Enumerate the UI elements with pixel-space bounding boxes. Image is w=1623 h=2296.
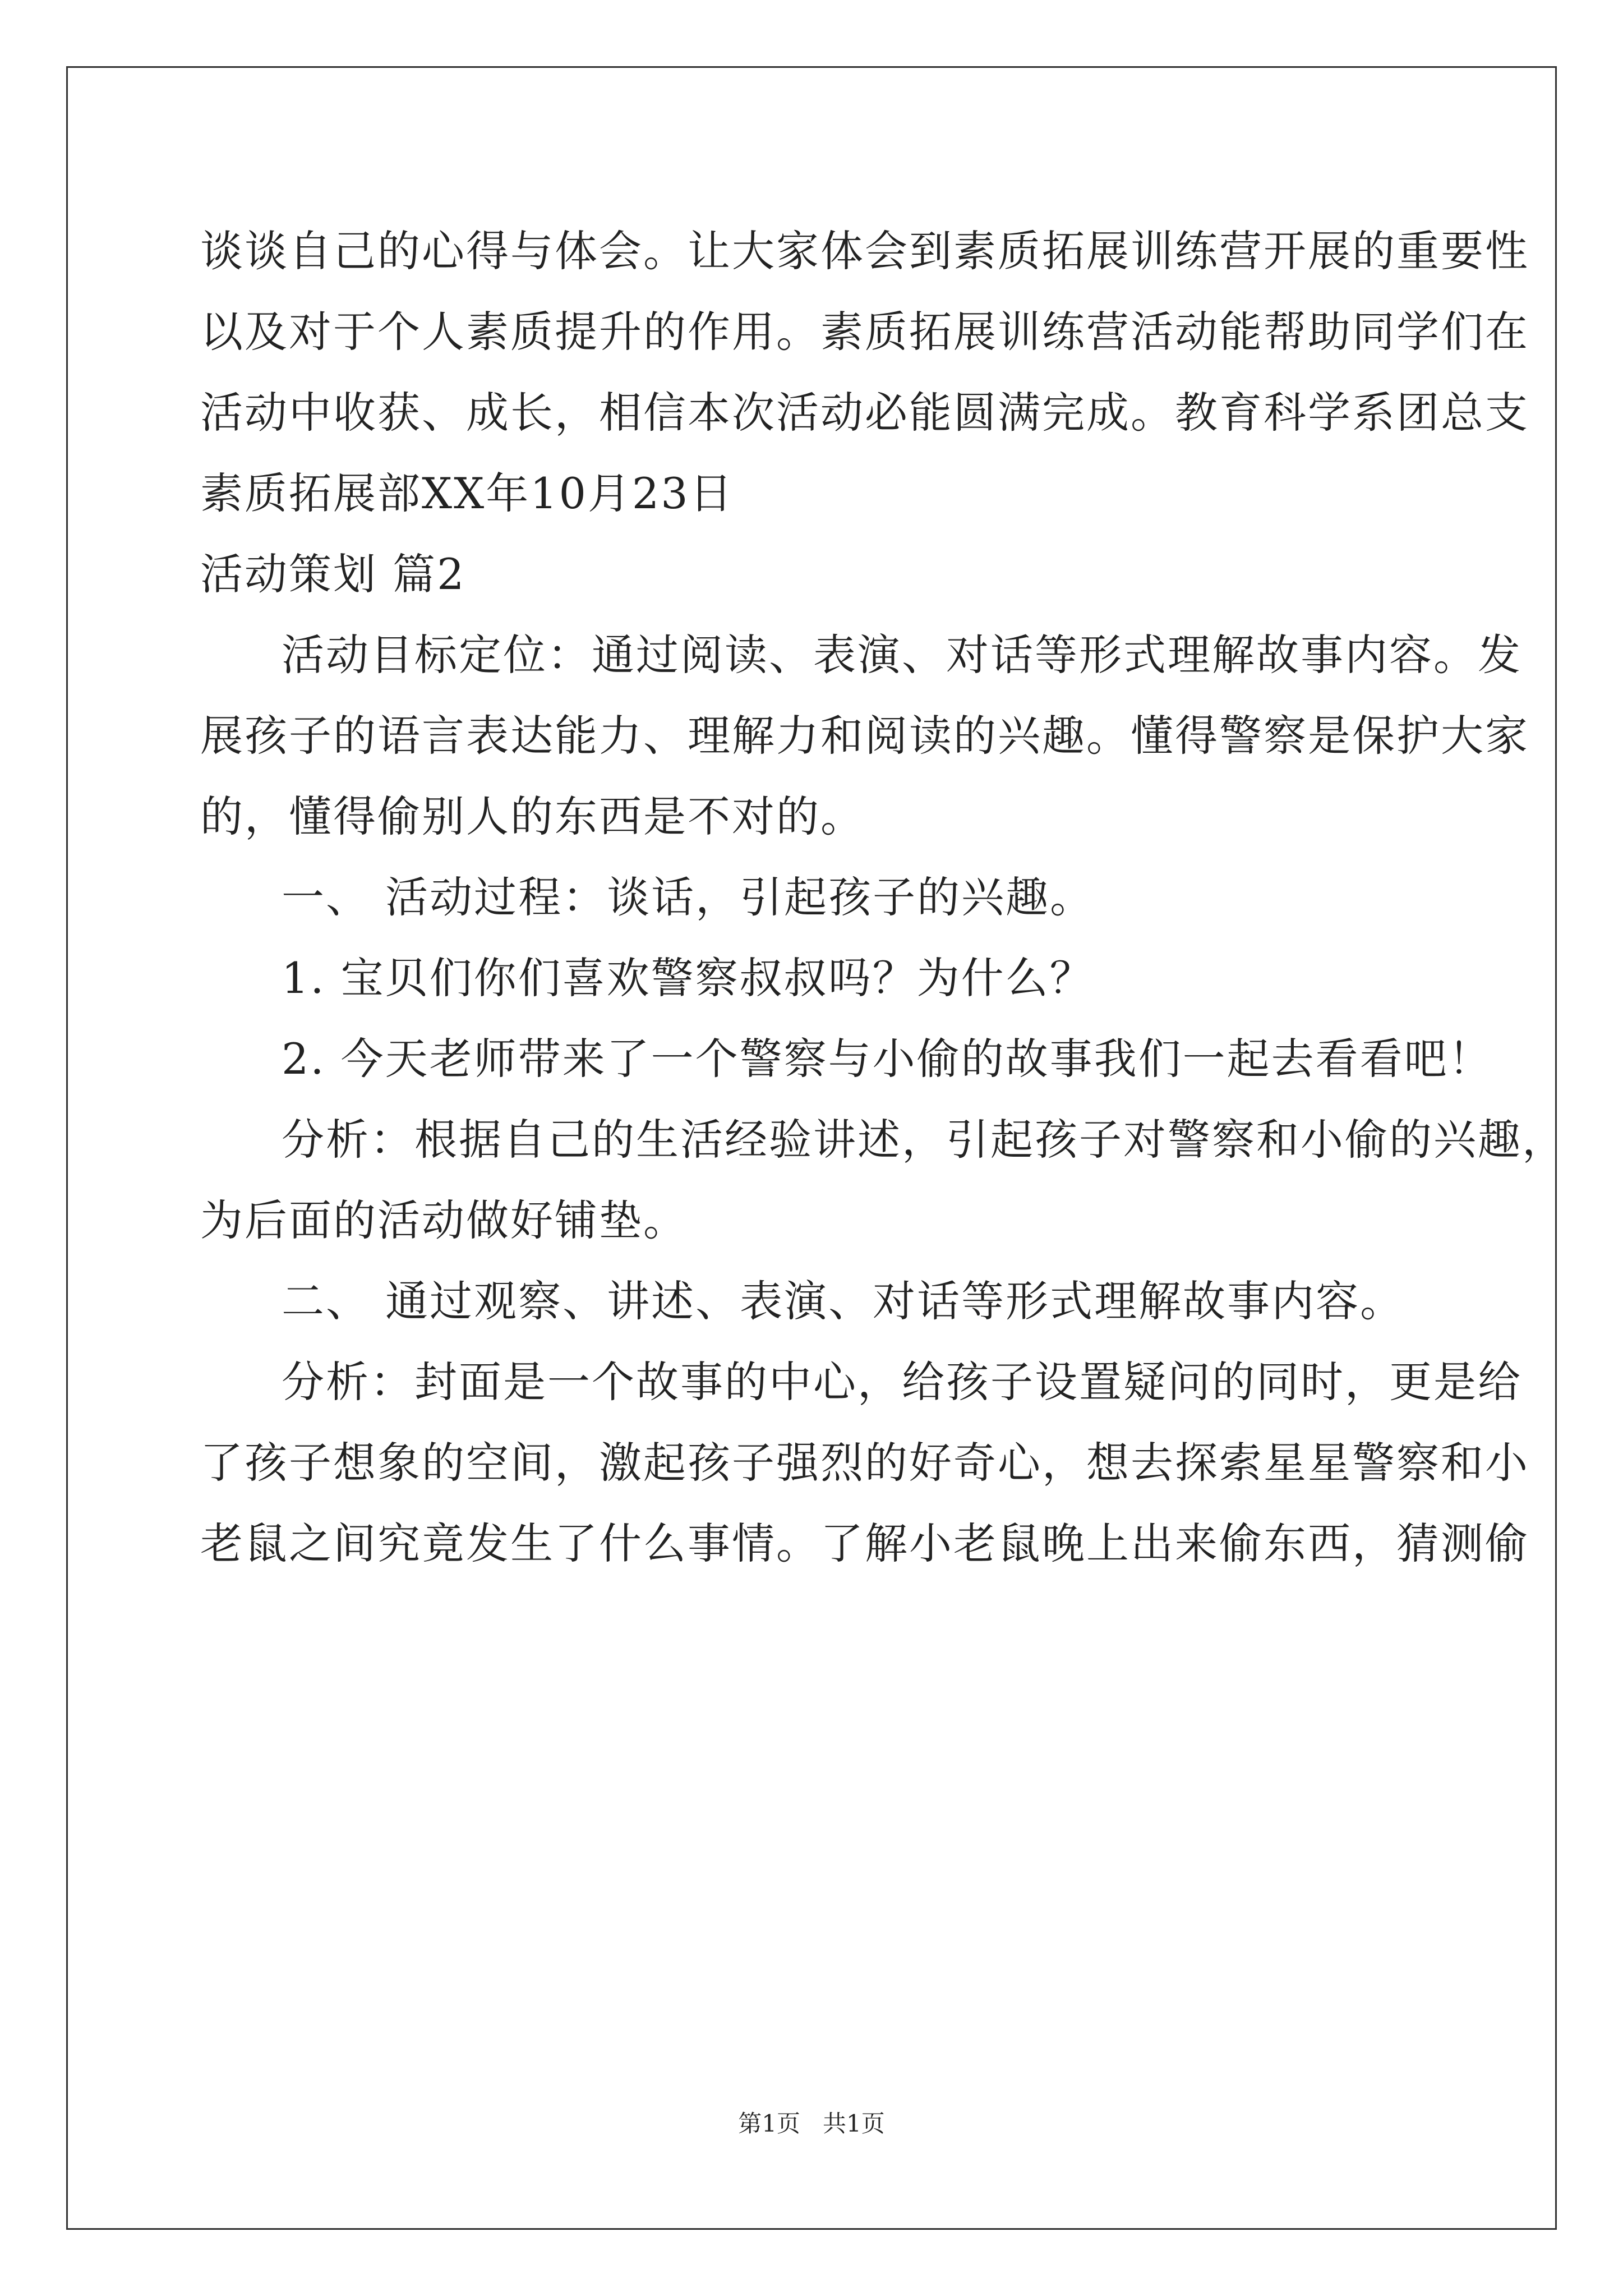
section-heading: 活动策划 篇2 <box>200 549 466 599</box>
text-line-2: 以及对于个人素质提升的作用。素质拓展训练营活动能帮助同学们在 <box>200 307 1529 357</box>
text-line-8: 的，懂得偷别人的东西是不对的。 <box>200 792 865 841</box>
text-line-3: 活动中收获、成长，相信本次活动必能圆满完成。教育科学系团总支 <box>200 388 1529 438</box>
text-line-14: 二、 通过观察、讲述、表演、对话等形式理解故事内容。 <box>282 1276 1405 1326</box>
text-line-16: 了孩子想象的空间，激起孩子强烈的好奇心，想去探索星星警察和小 <box>200 1438 1529 1488</box>
page-footer: 第1页 共1页 <box>738 2110 885 2137</box>
text-line-12: 分析：根据自己的生活经验讲述，引起孩子对警察和小偷的兴趣， <box>282 1115 1566 1165</box>
text-line-7: 展孩子的语言表达能力、理解力和阅读的兴趣。懂得警察是保护大家 <box>200 711 1529 761</box>
text-line-6: 活动目标定位：通过阅读、表演、对话等形式理解故事内容。发 <box>282 630 1522 680</box>
text-line-15: 分析：封面是一个故事的中心，给孩子设置疑问的同时，更是给 <box>282 1357 1522 1407</box>
text-line-1: 谈谈自己的心得与体会。让大家体会到素质拓展训练营开展的重要性 <box>200 226 1529 276</box>
text-line-9: 一、 活动过程：谈话，引起孩子的兴趣。 <box>282 872 1095 922</box>
text-line-13: 为后面的活动做好铺垫。 <box>200 1195 688 1245</box>
text-line-10: 1. 宝贝们你们喜欢警察叔叔吗？为什么？ <box>282 953 1094 1003</box>
text-line-4: 素质拓展部XX年10月23日 <box>200 468 734 518</box>
text-line-11: 2. 今天老师带来了一个警察与小偷的故事我们一起去看看吧！ <box>282 1034 1493 1084</box>
text-line-17: 老鼠之间究竟发生了什么事情。了解小老鼠晚上出来偷东西，猜测偷 <box>200 1519 1529 1568</box>
